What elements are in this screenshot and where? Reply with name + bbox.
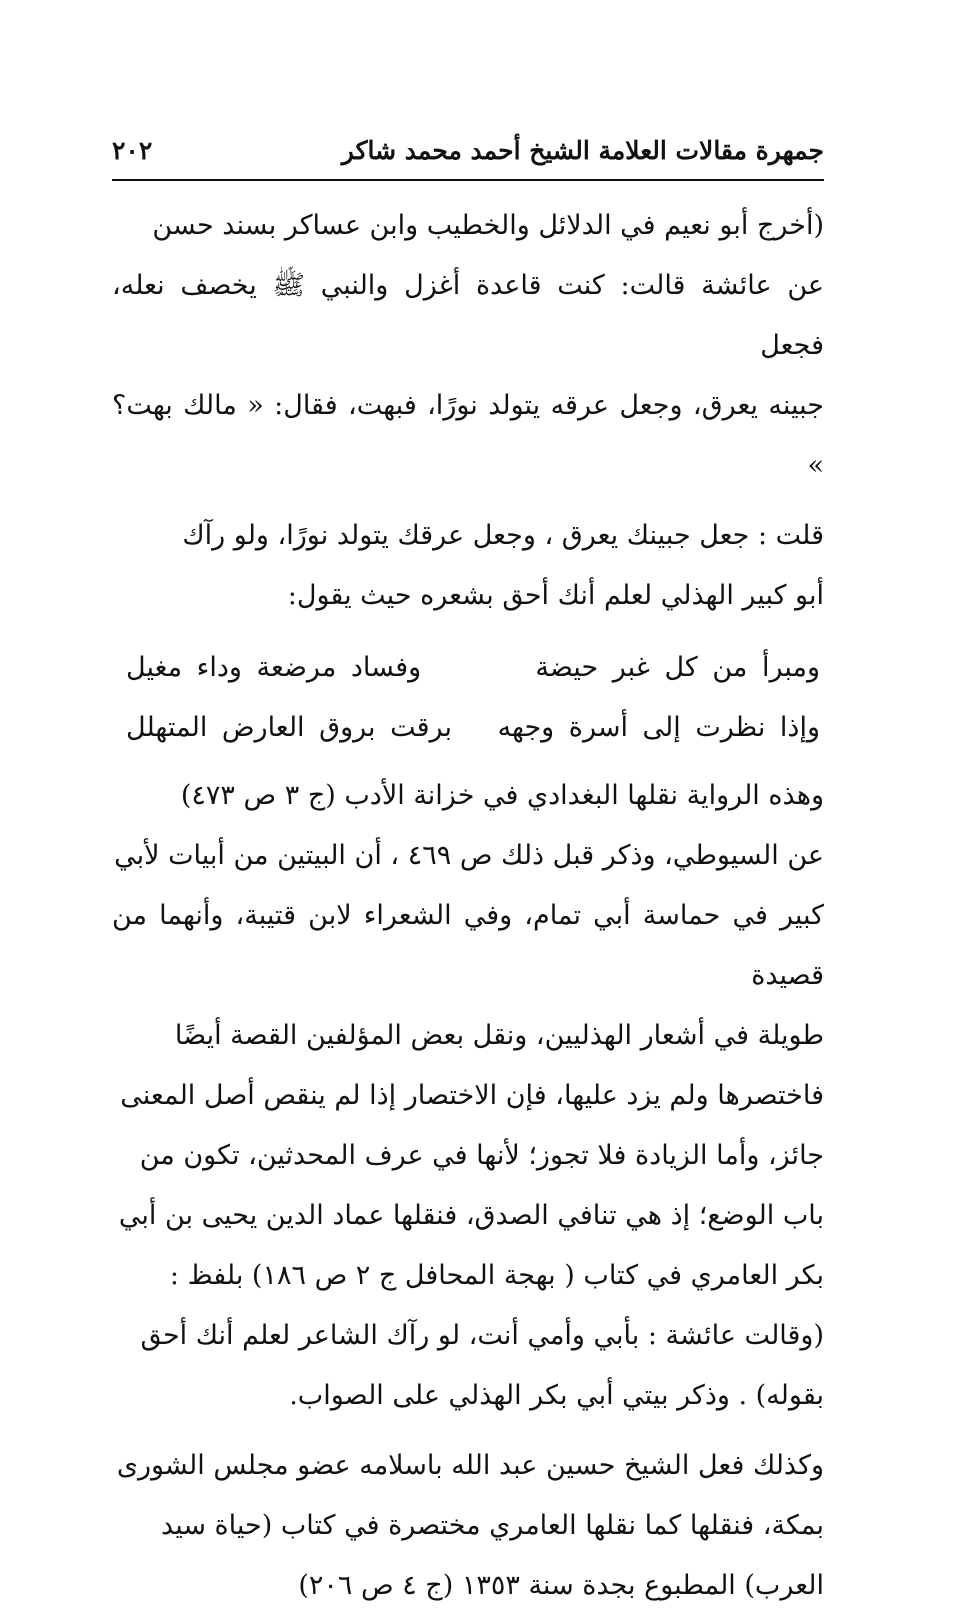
paragraph-hadith: (أخرج أبو نعيم في الدلائل والخطيب وابن عساكر بسند حسن عن عائشة قالت: كنت قاعدة أغزل والنبي ﷺ يخصف نعله، فجعل جبينه يعرق، وجعل عرقه يتولد نورًا، فبهت، فقال: « مالك بهت؟ » xyxy=(112,210,824,481)
verse-line xyxy=(112,638,824,698)
page-body xyxy=(112,196,824,1616)
page-number: ٢٠٢ xyxy=(112,136,153,165)
running-header-title: جمهرة مقالات العلامة الشيخ أحمد محمد شاكر xyxy=(341,136,824,165)
verse-second-hemistich: وفساد مرضعة وداء مغيل xyxy=(126,652,422,683)
paragraph-sources: وهذه الرواية نقلها البغدادي في خزانة الأدب (ج ٣ ص ٤٧٣) عن السيوطي، وذكر قبل ذلك ص ٤٦٩ ، أن البيتين من أبيات لأبي كبير في حماسة أبي تمام، وفي الشعراء لابن قتيبة، وأنهما من قصيدة طويلة في أشعار الهذليين، ونقل بعض المؤلفين القصة أيضًا فاختصرها ولم يزد عليها، فإن الاختصار إذا لم ينقص أصل المعنى جائز، وأما الزيادة فلا تجوز؛ لأنها في عرف المحدثين، تكون من باب الوضع؛ إذ هي تنافي الصدق، فنقلها عماد الدين يحيى بن أبي بكر العامري في كتاب ( بهجة المحافل ج ٢ ص ١٨٦) بلفظ : (وقالت عائشة : بأبي وأمي أنت، لو رآك الشاعر لعلم أنك أحق بقوله) . وذكر بيتي أبي بكر الهذلي على الصواب. xyxy=(112,780,824,1411)
header-rule xyxy=(112,179,824,181)
poem-verses xyxy=(112,638,824,758)
verse-line xyxy=(112,698,824,758)
verse-second-hemistich: برقت بروق العارض المتهلل xyxy=(126,712,452,743)
verse-first-hemistich: وإذا نظرت إلى أسرة وجهه xyxy=(497,712,820,743)
verse-first-hemistich: ومبرأ من كل غبر حيضة xyxy=(535,652,820,683)
paragraph-basalama: وكذلك فعل الشيخ حسين عبد الله باسلامه عضو مجلس الشورى بمكة، فنقلها كما نقلها العامري مختصرة في كتاب (حياة سيد العرب) المطبوع بجدة سنة ١٣٥٣ (ج ٤ ص ٢٠٦) xyxy=(116,1450,824,1601)
paragraph-intro-verse: قلت : جعل جبينك يعرق ، وجعل عرقك يتولد نورًا، ولو رآك أبو كبير الهذلي لعلم أنك أحق بشعره حيث يقول: xyxy=(182,520,824,611)
running-header xyxy=(112,136,824,176)
